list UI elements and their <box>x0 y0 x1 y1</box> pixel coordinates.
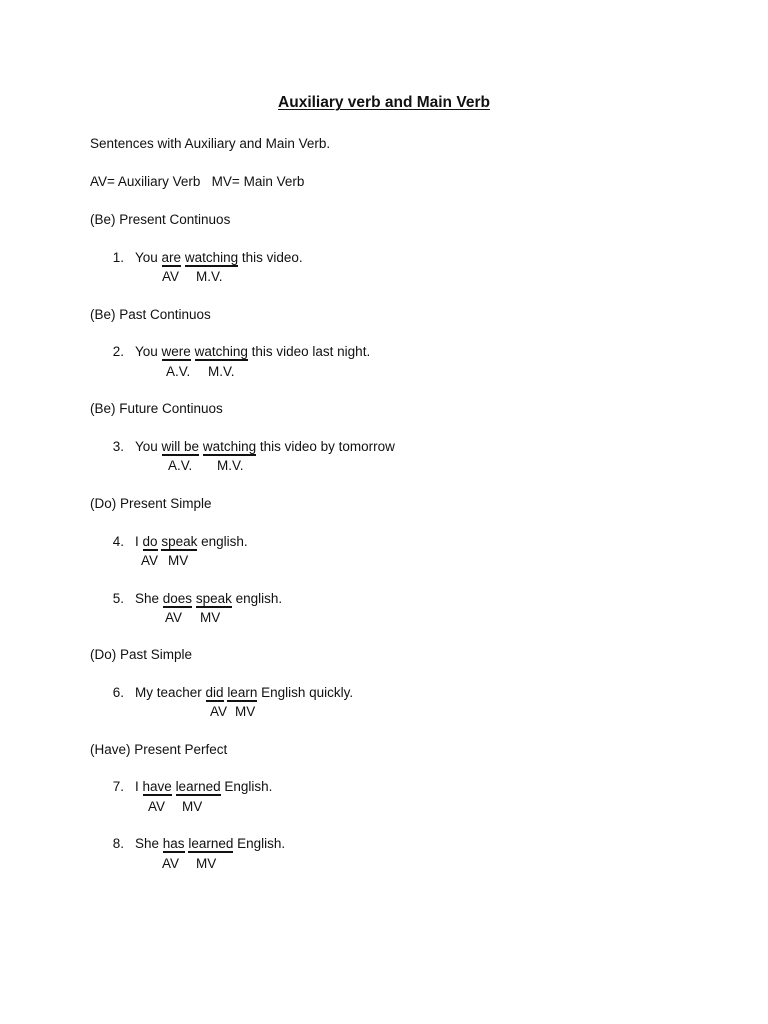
sentence-pre: You <box>135 250 162 265</box>
legend-text: AV= Auxiliary Verb MV= Main Verb <box>90 174 305 189</box>
av-label: AV <box>141 553 159 568</box>
item-number: 8. <box>112 836 124 851</box>
sentence-post: english. <box>231 591 283 606</box>
av-label: AV <box>148 799 166 814</box>
section-heading: (Do) Past Simple <box>90 647 193 662</box>
main-verb: watching <box>184 250 239 265</box>
item-number: 3. <box>112 439 124 454</box>
av-label: AV <box>210 704 228 719</box>
item-number: 2. <box>112 344 124 359</box>
sentence-post: this video. <box>238 250 303 265</box>
item-number: 7. <box>112 779 124 794</box>
example-sentence <box>135 534 248 551</box>
mv-label: M.V. <box>208 364 235 379</box>
sentence-pre: I <box>135 534 143 549</box>
item-number: 5. <box>112 591 124 606</box>
sentence-pre: My teacher <box>135 685 206 700</box>
sentence-post: this video last night. <box>247 344 371 359</box>
section-heading: (Be) Future Continuos <box>90 401 223 416</box>
auxiliary-verb: are <box>161 250 182 265</box>
section-heading: (Have) Present Perfect <box>90 742 228 757</box>
sentence-post: English. <box>220 779 273 794</box>
mv-label: MV <box>168 553 189 568</box>
auxiliary-verb: will be <box>161 439 200 454</box>
sentence-pre: You <box>135 344 162 359</box>
sentence-pre: She <box>135 836 163 851</box>
auxiliary-verb: do <box>142 534 158 549</box>
av-label: AV <box>162 269 180 284</box>
section-heading: (Do) Present Simple <box>90 496 212 511</box>
av-label: A.V. <box>166 364 191 379</box>
main-verb: speak <box>161 534 198 549</box>
mv-label: MV <box>182 799 203 814</box>
mv-label: M.V. <box>196 269 223 284</box>
av-label: AV <box>165 610 183 625</box>
sentence-post: this video by tomorrow <box>256 439 395 454</box>
example-sentence <box>135 836 285 853</box>
section-heading: (Be) Present Continuos <box>90 212 231 227</box>
auxiliary-verb: were <box>161 344 191 359</box>
main-verb: learned <box>188 836 234 851</box>
main-verb: watching <box>194 344 248 359</box>
sentence-pre: You <box>135 439 162 454</box>
mv-label: MV <box>235 704 256 719</box>
auxiliary-verb: did <box>205 685 224 700</box>
mv-label: M.V. <box>217 458 244 473</box>
item-number: 4. <box>112 534 124 549</box>
sentence-post: English. <box>233 836 286 851</box>
main-verb: speak <box>195 591 232 606</box>
av-label: A.V. <box>168 458 193 473</box>
sentence-post: English quickly. <box>257 685 354 700</box>
auxiliary-verb: have <box>142 779 172 794</box>
section-heading: (Be) Past Continuos <box>90 307 211 322</box>
item-number: 1. <box>112 250 124 265</box>
example-sentence <box>135 344 370 361</box>
main-verb: watching <box>202 439 257 454</box>
example-sentence <box>135 439 395 456</box>
mv-label: MV <box>196 856 217 871</box>
intro-text: Sentences with Auxiliary and Main Verb. <box>90 136 331 151</box>
sentence-pre: She <box>135 591 163 606</box>
example-sentence <box>135 250 303 267</box>
auxiliary-verb: has <box>162 836 185 851</box>
main-verb: learn <box>227 685 258 700</box>
example-sentence <box>135 779 272 796</box>
example-sentence <box>135 591 282 608</box>
item-number: 6. <box>112 685 124 700</box>
sentence-pre: I <box>135 779 143 794</box>
auxiliary-verb: does <box>162 591 193 606</box>
main-verb: learned <box>175 779 221 794</box>
sentence-post: english. <box>197 534 248 549</box>
example-sentence <box>135 685 353 702</box>
mv-label: MV <box>200 610 221 625</box>
document-title: Auxiliary verb and Main Verb <box>278 94 490 111</box>
av-label: AV <box>162 856 180 871</box>
